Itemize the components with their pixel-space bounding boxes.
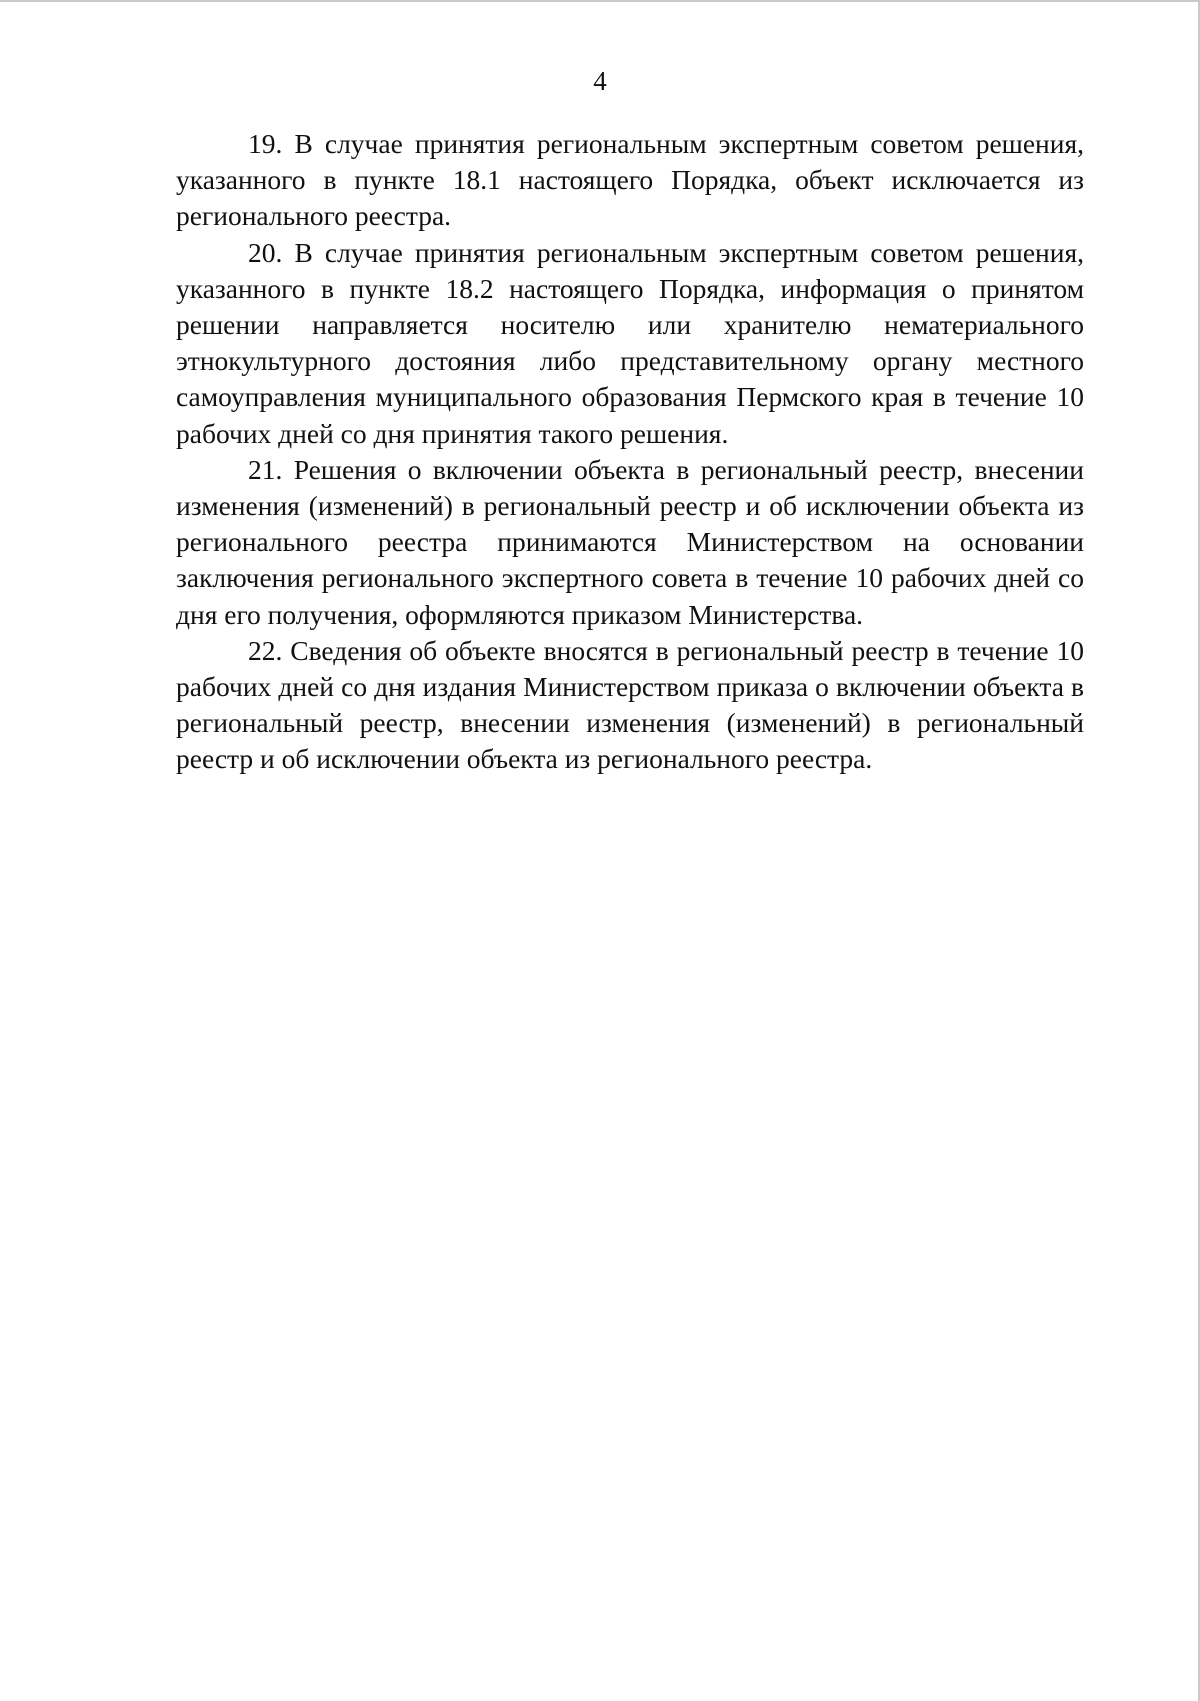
page-number: 4 — [593, 66, 607, 96]
paragraph-19: 19. В случае принятия региональным экспертным советом решения, указанного в пункте 18.1 настоящего Порядка, объект исключается из регионального реестра. — [176, 128, 1084, 232]
document-body — [176, 126, 1084, 778]
paragraph-22: 22. Сведения об объекте вносятся в региональный реестр в течение 10 рабочих дней со дня издания Министерством приказа о включении объекта в региональный реестр, внесении изменения (изменений) в региональный реестр и об исключении объекта из регионального реестра. — [176, 634, 1084, 775]
paragraph-21: 21. Решения о включении объекта в региональный реестр, внесении изменения (изменений) в региональный реестр и об исключении объекта из регионального реестра принимаются Министерством на основании заключения регионального экспертного совета в течение 10 рабочих дней со дня его получения, оформляются приказом Министерства. — [176, 453, 1084, 630]
paragraph-20: 20. В случае принятия региональным экспертным советом решения, указанного в пункте 18.2 настоящего Порядка, информация о принятом решении направляется носителю или хранителю нематериального этнокультурного достояния либо представительному органу местного самоуправления муниципального образования Пермского края в течение 10 рабочих дней со дня принятия такого решения. — [176, 236, 1084, 449]
